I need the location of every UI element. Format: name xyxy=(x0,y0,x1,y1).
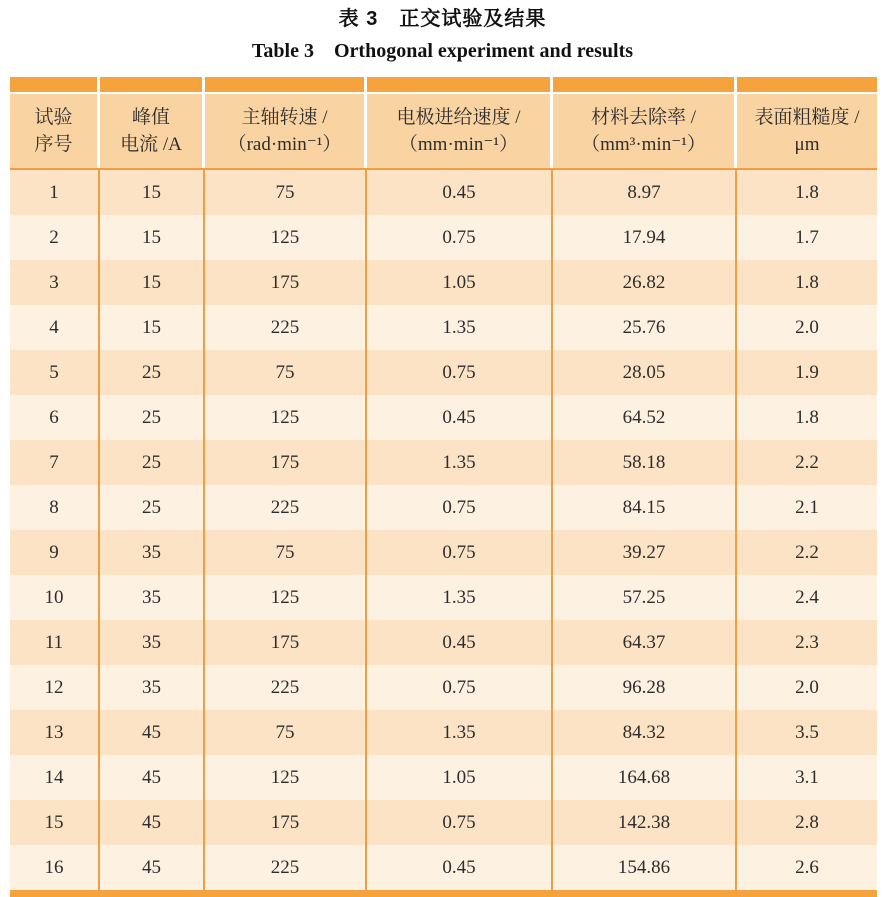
table-cell: 15 xyxy=(10,800,100,845)
table-cell: 15 xyxy=(100,215,205,260)
table-cell: 1.35 xyxy=(367,575,553,620)
table-cell: 57.25 xyxy=(553,575,737,620)
table-cell: 0.75 xyxy=(367,485,553,530)
table-cell: 75 xyxy=(205,710,367,755)
table-cell: 14 xyxy=(10,755,100,800)
table-title-chinese: 表 3 正交试验及结果 xyxy=(338,8,547,30)
header-feed-rate xyxy=(367,94,553,168)
table-cell: 25 xyxy=(100,395,205,440)
table-cell: 75 xyxy=(205,170,367,215)
table-cell: 0.45 xyxy=(367,845,553,890)
header-mrr xyxy=(553,94,737,168)
table-row xyxy=(10,485,877,530)
table-cell: 3.1 xyxy=(737,755,877,800)
table-row xyxy=(10,260,877,305)
table-cell: 4 xyxy=(10,305,100,350)
table-cell: 35 xyxy=(100,620,205,665)
table-cell: 8 xyxy=(10,485,100,530)
table-cell: 75 xyxy=(205,350,367,395)
table-cell: 0.75 xyxy=(367,350,553,395)
table-cell: 1 xyxy=(10,170,100,215)
header-line: 电极进给速度 / xyxy=(396,107,521,128)
table-cell: 225 xyxy=(205,305,367,350)
table-cell: 1.7 xyxy=(737,215,877,260)
table-cell: 175 xyxy=(205,440,367,485)
top-band-segment xyxy=(100,77,205,92)
table-cell: 0.75 xyxy=(367,530,553,575)
table-bottom-band xyxy=(10,890,877,897)
table-cell: 25 xyxy=(100,350,205,395)
header-line: 材料去除率 / xyxy=(590,107,697,128)
top-band-segment xyxy=(367,77,553,92)
table-cell: 1.9 xyxy=(737,350,877,395)
table-cell: 13 xyxy=(10,710,100,755)
table-cell: 10 xyxy=(10,575,100,620)
table-cell: 1.8 xyxy=(737,395,877,440)
table-row xyxy=(10,215,877,260)
table-cell: 45 xyxy=(100,845,205,890)
table-cell: 35 xyxy=(100,530,205,575)
table-cell: 1.35 xyxy=(367,305,553,350)
table-cell: 58.18 xyxy=(553,440,737,485)
table-body xyxy=(10,170,877,890)
table-cell: 2.8 xyxy=(737,800,877,845)
table-cell: 39.27 xyxy=(553,530,737,575)
header-line: 峰值 xyxy=(131,107,170,128)
table-cell: 175 xyxy=(205,800,367,845)
header-line: 电流 /A xyxy=(120,134,182,155)
table-cell: 225 xyxy=(205,665,367,710)
table-row xyxy=(10,440,877,485)
table-cell: 15 xyxy=(100,260,205,305)
table-cell: 25 xyxy=(100,485,205,530)
table-cell: 125 xyxy=(205,575,367,620)
header-spindle-speed xyxy=(205,94,367,168)
table-cell: 225 xyxy=(205,845,367,890)
table-cell: 2.3 xyxy=(737,620,877,665)
top-band-segment xyxy=(205,77,367,92)
table-row xyxy=(10,350,877,395)
table-cell: 0.75 xyxy=(367,215,553,260)
table-cell: 3.5 xyxy=(737,710,877,755)
header-line: 序号 xyxy=(34,134,73,155)
table-cell: 12 xyxy=(10,665,100,710)
table-cell: 164.68 xyxy=(553,755,737,800)
table-cell: 25 xyxy=(100,440,205,485)
table-row xyxy=(10,755,877,800)
table-cell: 9 xyxy=(10,530,100,575)
table-cell: 1.05 xyxy=(367,755,553,800)
header-line: μm xyxy=(794,134,820,155)
table-cell: 35 xyxy=(100,575,205,620)
table-cell: 25.76 xyxy=(553,305,737,350)
table-row xyxy=(10,845,877,890)
table-cell: 15 xyxy=(100,170,205,215)
header-line: 表面粗糙度 / xyxy=(754,107,860,128)
table-row xyxy=(10,710,877,755)
table-cell: 15 xyxy=(100,305,205,350)
table-cell: 64.37 xyxy=(553,620,737,665)
table-cell: 1.05 xyxy=(367,260,553,305)
table-cell: 175 xyxy=(205,620,367,665)
table-row xyxy=(10,665,877,710)
table-row xyxy=(10,395,877,440)
table-cell: 125 xyxy=(205,755,367,800)
table-cell: 96.28 xyxy=(553,665,737,710)
table-cell: 11 xyxy=(10,620,100,665)
table-cell: 8.97 xyxy=(553,170,737,215)
table-row xyxy=(10,170,877,215)
table-top-band xyxy=(10,77,877,92)
orthogonal-results-table xyxy=(10,77,877,897)
table-cell: 28.05 xyxy=(553,350,737,395)
header-exp-no xyxy=(10,94,100,168)
table-cell: 45 xyxy=(100,755,205,800)
table-cell: 125 xyxy=(205,215,367,260)
table-cell: 142.38 xyxy=(553,800,737,845)
header-peak-current xyxy=(100,94,205,168)
table-cell: 84.32 xyxy=(553,710,737,755)
table-title-english: Table 3 Orthogonal experiment and results xyxy=(251,40,634,62)
table-cell: 0.45 xyxy=(367,620,553,665)
table-cell: 84.15 xyxy=(553,485,737,530)
table-cell: 2.0 xyxy=(737,665,877,710)
table-cell: 16 xyxy=(10,845,100,890)
table-cell: 2 xyxy=(10,215,100,260)
table-cell: 2.2 xyxy=(737,530,877,575)
table-cell: 1.35 xyxy=(367,710,553,755)
top-band-segment xyxy=(553,77,737,92)
table-cell: 2.4 xyxy=(737,575,877,620)
header-line: （mm³·min⁻¹） xyxy=(581,134,706,155)
table-cell: 17.94 xyxy=(553,215,737,260)
table-cell: 0.75 xyxy=(367,800,553,845)
header-line: （mm·min⁻¹） xyxy=(398,134,519,155)
table-row xyxy=(10,530,877,575)
table-cell: 0.45 xyxy=(367,170,553,215)
table-cell: 2.2 xyxy=(737,440,877,485)
table-cell: 154.86 xyxy=(553,845,737,890)
table-cell: 2.0 xyxy=(737,305,877,350)
table-cell: 175 xyxy=(205,260,367,305)
table-cell: 5 xyxy=(10,350,100,395)
header-line: （rad·min⁻¹） xyxy=(227,134,342,155)
table-cell: 225 xyxy=(205,485,367,530)
table-cell: 45 xyxy=(100,710,205,755)
table-cell: 0.45 xyxy=(367,395,553,440)
table-cell: 35 xyxy=(100,665,205,710)
table-row xyxy=(10,620,877,665)
top-band-segment xyxy=(737,77,877,92)
table-cell: 2.1 xyxy=(737,485,877,530)
table-cell: 75 xyxy=(205,530,367,575)
table-row xyxy=(10,575,877,620)
table-cell: 1.35 xyxy=(367,440,553,485)
top-band-segment xyxy=(10,77,100,92)
table-row xyxy=(10,800,877,845)
header-line: 试验 xyxy=(34,107,73,128)
table-cell: 26.82 xyxy=(553,260,737,305)
table-cell: 7 xyxy=(10,440,100,485)
table-cell: 1.8 xyxy=(737,170,877,215)
table-cell: 64.52 xyxy=(553,395,737,440)
header-line: 主轴转速 / xyxy=(241,107,328,128)
table-row xyxy=(10,305,877,350)
table-cell: 3 xyxy=(10,260,100,305)
table-cell: 1.8 xyxy=(737,260,877,305)
header-roughness xyxy=(737,94,877,168)
table-cell: 45 xyxy=(100,800,205,845)
table-cell: 0.75 xyxy=(367,665,553,710)
table-header-row xyxy=(10,94,877,170)
table-cell: 6 xyxy=(10,395,100,440)
table-cell: 2.6 xyxy=(737,845,877,890)
table-cell: 125 xyxy=(205,395,367,440)
